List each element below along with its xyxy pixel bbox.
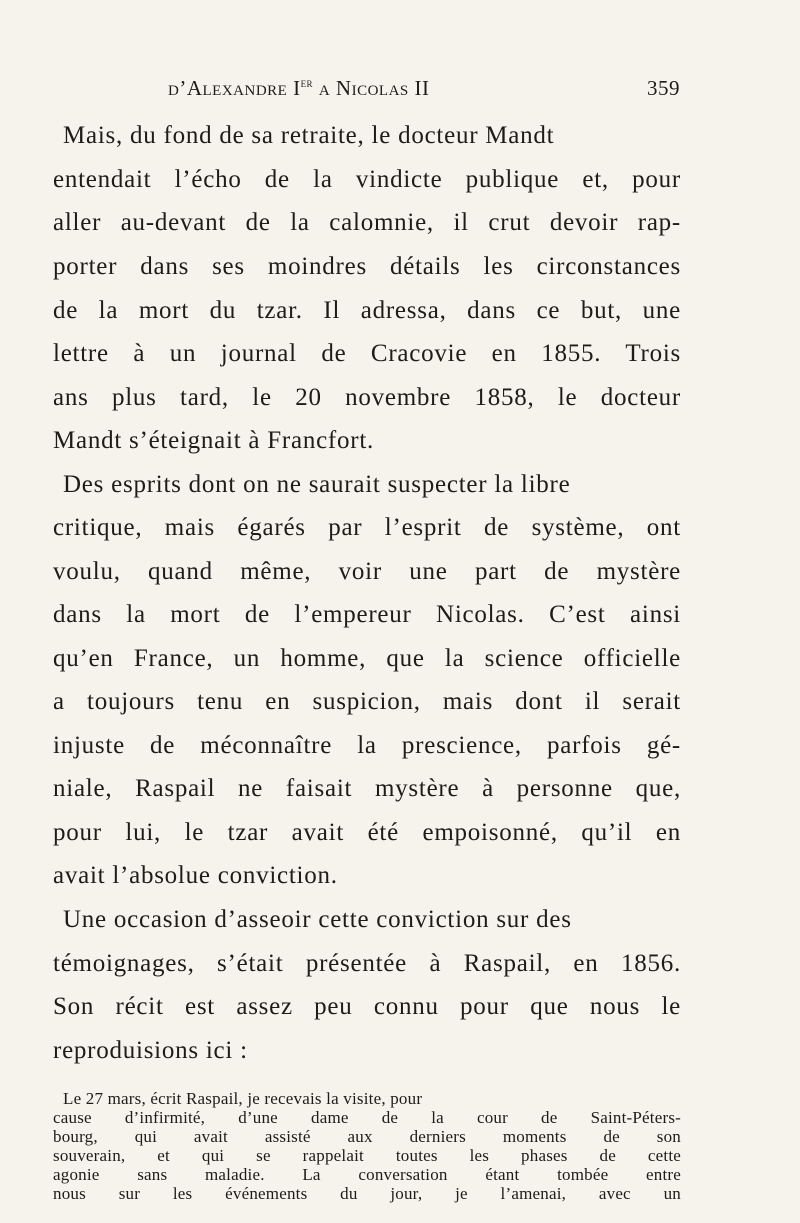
text-line: porter dans ses moindres détails les circonstances [53, 253, 681, 280]
text-line: ans plus tard, le 20 novembre 1858, le docteur [53, 384, 681, 411]
page-number: 359 [647, 76, 680, 100]
quote-line: nous sur les événements du jour, je l’amenai, avec un [53, 1184, 681, 1203]
text-line: aller au-devant de la calomnie, il crut devoir rap- [53, 209, 681, 236]
text-line: injuste de méconnaître la prescience, parfois gé- [53, 732, 681, 759]
quote-line: cause d’infirmité, d’une dame de la cour de Saint-Péters- [53, 1108, 681, 1127]
quote-line: agonie sans maladie. La conversation étant tombée entre [53, 1165, 681, 1184]
text-line: lettre à un journal de Cracovie en 1855. Trois [53, 340, 681, 367]
text-line: a toujours tenu en suspicion, mais dont il serait [53, 688, 681, 715]
quote-line: Le 27 mars, écrit Raspail, je recevais la visite, pour [63, 1089, 423, 1108]
text-line: de la mort du tzar. Il adressa, dans ce but, une [53, 297, 681, 324]
text-line: Des esprits dont on ne saurait suspecter la libre [63, 471, 571, 498]
text-line: témoignages, s’était présentée à Raspail, en 1856. [53, 950, 681, 977]
text-line: dans la mort de l’empereur Nicolas. C’est ainsi [53, 601, 681, 628]
text-line: Une occasion d’asseoir cette conviction sur des [63, 906, 572, 933]
quote-line: souverain, et qui se rappelait toutes les phases de cette [53, 1146, 681, 1165]
text-line: niale, Raspail ne faisait mystère à personne que, [53, 775, 681, 802]
running-head [168, 76, 680, 106]
text-line: avait l’absolue conviction. [53, 862, 338, 889]
text-line: Mandt s’éteignait à Francfort. [53, 427, 375, 454]
text-line: qu’en France, un homme, que la science officielle [53, 645, 681, 672]
text-line: entendait l’écho de la vindicte publique et, pour [53, 166, 681, 193]
text-line: pour lui, le tzar avait été empoisonné, qu’il en [53, 819, 681, 846]
text-line: Son récit est assez peu connu pour que nous le [53, 993, 681, 1020]
text-line: Mais, du fond de sa retraite, le docteur Mandt [63, 122, 555, 149]
quote-line: bourg, qui avait assisté aux derniers moments de son [53, 1127, 681, 1146]
text-line: voulu, quand même, voir une part de mystère [53, 558, 681, 585]
text-line: reproduisions ici : [53, 1037, 248, 1064]
text-line: critique, mais égarés par l’esprit de système, ont [53, 514, 681, 541]
running-title: d’Alexandre Ier a Nicolas II [168, 75, 430, 100]
